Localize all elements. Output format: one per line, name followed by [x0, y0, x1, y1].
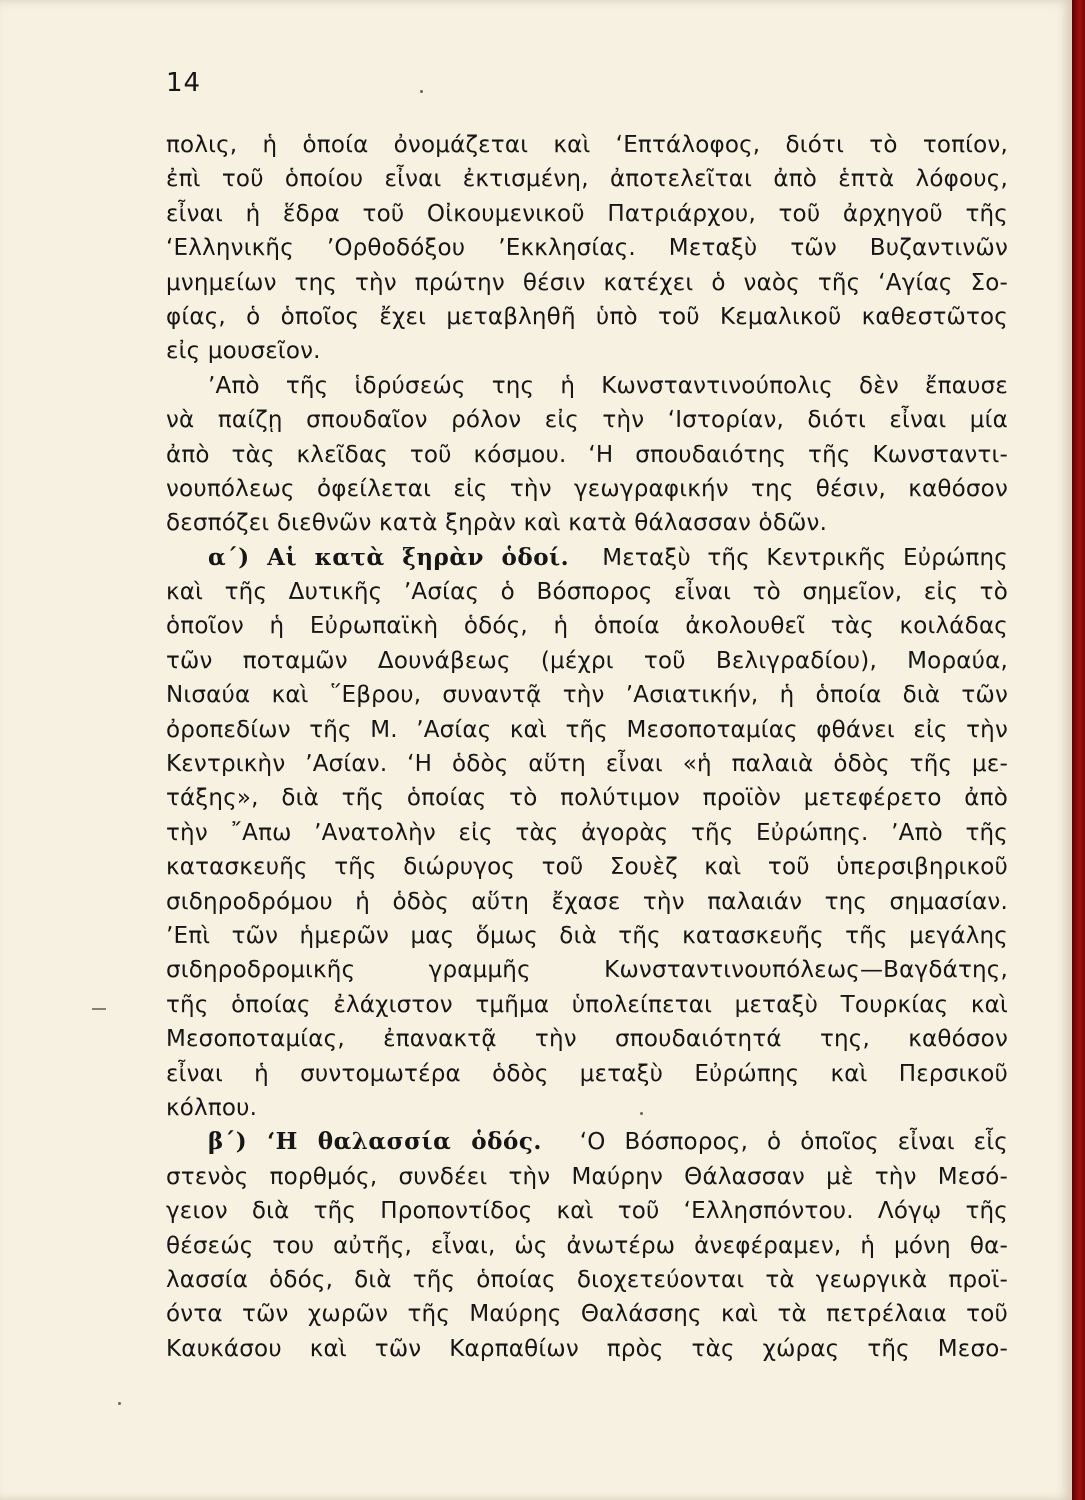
- page-number: 14: [166, 68, 202, 98]
- text-line: τῆς ὁποίας ἐλάχιστον τμῆμα ὑπολείπεται μεταξὺ Τουρκίας καὶ: [166, 991, 1008, 1018]
- paper-speck: [420, 90, 423, 93]
- text-line: εἶναι ἡ ἕδρα τοῦ Οἰκουμενικοῦ Πατριάρχου, τοῦ ἀρχηγοῦ τῆς: [166, 200, 1008, 227]
- section-land-routes: [166, 541, 1008, 1126]
- text-line: καὶ τῆς Δυτικῆς ʼΑσίας ὁ Βόσπορος εἶναι τὸ σημεῖον, εἰς τὸ: [166, 579, 1008, 606]
- text-line: θέσεώς του αὐτῆς, εἶναι, ὡς ἀνωτέρω ἀνεφέραμεν, ἡ μόνη θα-: [166, 1232, 1008, 1259]
- text-line: ὀροπεδίων τῆς Μ. ʼΑσίας καὶ τῆς Μεσοποταμίας φθάνει εἰς τὴν: [166, 716, 1008, 743]
- page-edge: [1072, 0, 1085, 1500]
- text-line: φίας, ὁ ὁποῖος ἔχει μεταβληθῆ ὑπὸ τοῦ Κεμαλικοῦ καθεστῶτος: [166, 303, 1008, 330]
- text-line: στενὸς πορθμός, συνδέει τὴν Μαύρην Θάλασσαν μὲ τὴν Μεσό-: [166, 1163, 1008, 1190]
- text-line: ὁποῖον ἡ Εὐρωπαϊκὴ ὁδός, ἡ ὁποία ἀκολουθεῖ τὰς κοιλάδας: [166, 613, 1008, 640]
- text-line: νουπόλεως ὀφείλεται εἰς τὴν γεωγραφικήν της θέσιν, καθόσον: [166, 475, 1008, 502]
- section-first-line-text: ʻΟ Βόσπορος, ὁ ὁποῖος εἶναι εἷς: [579, 1129, 1009, 1156]
- text-line: ʼΑπὸ τῆς ἱδρύσεώς της ἡ Κωνσταντινούπολις δὲν ἔπαυσε: [208, 372, 1008, 399]
- section-first-line: [166, 541, 1008, 575]
- text-line: ἐπὶ τοῦ ὁποίου εἶναι ἐκτισμένη, ἀποτελεῖται ἀπὸ ἑπτὰ λόφους,: [166, 166, 1008, 193]
- paragraph: [166, 128, 1008, 369]
- section-sea-route: [166, 1125, 1008, 1366]
- text-line: τὴν ῎Απω ʼΑνατολὴν εἰς τὰς ἀγορὰς τῆς Εὐρώπης. ʼΑπὸ τῆς: [166, 819, 1008, 846]
- text-line: ʼΕπὶ τῶν ἡμερῶν μας ὅμως διὰ τῆς κατασκευῆς τῆς μεγάλης: [166, 922, 1008, 949]
- text-line: Καυκάσου καὶ τῶν Καρπαθίων πρὸς τὰς χώρας τῆς Μεσο-: [166, 1335, 1008, 1362]
- text-line: λασσία ὁδός, διὰ τῆς ὁποίας διοχετεύονται τὰ γεωργικὰ προϊ-: [166, 1266, 1008, 1293]
- text-line: ἀπὸ τὰς κλεῖδας τοῦ κόσμου. ʻΗ σπουδαιότης τῆς Κωνσταντι-: [166, 441, 1008, 468]
- text-line: εἶναι ἡ συντομωτέρα ὁδὸς μεταξὺ Εὐρώπης καὶ Περσικοῦ: [166, 1060, 1008, 1087]
- section-first-line-text: Μεταξὺ τῆς Κεντρικῆς Εὐρώπης: [602, 544, 1008, 571]
- paper-speck: [640, 1112, 643, 1115]
- text-line: Νισαύα καὶ ῞Εβρου, συναντᾷ τὴν ʼΑσιατικήν, ἡ ὁποία διὰ τῶν: [166, 682, 1008, 709]
- paper-speck: [118, 1402, 121, 1405]
- text-line: όντα τῶν χωρῶν τῆς Μαύρης Θαλάσσης καὶ τὰ πετρέλαια τοῦ: [166, 1301, 1008, 1328]
- margin-mark: [92, 1008, 106, 1010]
- text-line: Μεσοποταμίας, ἐπανακτᾷ τὴν σπουδαιότητά της, καθόσον: [166, 1026, 1008, 1053]
- section-heading: β΄) ʻΗ θαλασσία ὁδός.: [208, 1128, 542, 1156]
- text-line: κόλπου.: [166, 1094, 258, 1121]
- text-line: εἰς μουσεῖον.: [166, 338, 321, 365]
- text-line: ʻΕλληνικῆς ʼΟρθοδόξου ʼΕκκλησίας. Μεταξὺ τῶν Βυζαντινῶν: [166, 235, 1008, 262]
- text-line: δεσπόζει διεθνῶν κατὰ ξηρὰν καὶ κατὰ θάλασσαν ὁδῶν.: [166, 510, 828, 537]
- body-text: [166, 128, 1008, 1366]
- section-first-line: [166, 1125, 1008, 1159]
- paragraph: [166, 369, 1008, 541]
- text-line: κατασκευῆς τῆς διώρυγος τοῦ Σουὲζ καὶ τοῦ ὑπερσιβηρικοῦ: [166, 854, 1008, 881]
- text-line: σιδηροδρομικῆς γραμμῆς Κωνσταντινουπόλεως—Βαγδάτης,: [166, 957, 1008, 984]
- text-line: τῶν ποταμῶν Δουνάβεως (μέχρι τοῦ Βελιγραδίου), Μοραύα,: [166, 647, 1008, 674]
- text-line: τάξης», διὰ τῆς ὁποίας τὸ πολύτιμον προϊὸν μετεφέρετο ἀπὸ: [166, 785, 1008, 812]
- section-heading: α΄) Αἱ κατὰ ξηρὰν ὁδοί.: [208, 543, 570, 571]
- text-line: Κεντρικὴν ʼΑσίαν. ʻΗ ὁδὸς αὕτη εἶναι «ἡ παλαιὰ ὁδὸς τῆς με-: [166, 751, 1008, 778]
- text-line: μνημείων της τὴν πρώτην θέσιν κατέχει ὁ ναὸς τῆς ʻΑγίας Σο-: [166, 269, 1008, 296]
- text-line: γειον διὰ τῆς Προποντίδος καὶ τοῦ ʻΕλλησπόντου. Λόγῳ τῆς: [166, 1198, 1008, 1225]
- text-line: σιδηροδρόμου ἡ ὁδὸς αὕτη ἔχασε τὴν παλαιάν της σημασίαν.: [166, 888, 1008, 915]
- text-line: νὰ παίζῃ σπουδαῖον ρόλον εἰς τὴν ʻΙστορίαν, διότι εἶναι μία: [166, 407, 1008, 434]
- text-line: πολις, ἡ ὁποία ὀνομάζεται καὶ ʻΕπτάλοφος, διότι τὸ τοπίον,: [166, 132, 1008, 158]
